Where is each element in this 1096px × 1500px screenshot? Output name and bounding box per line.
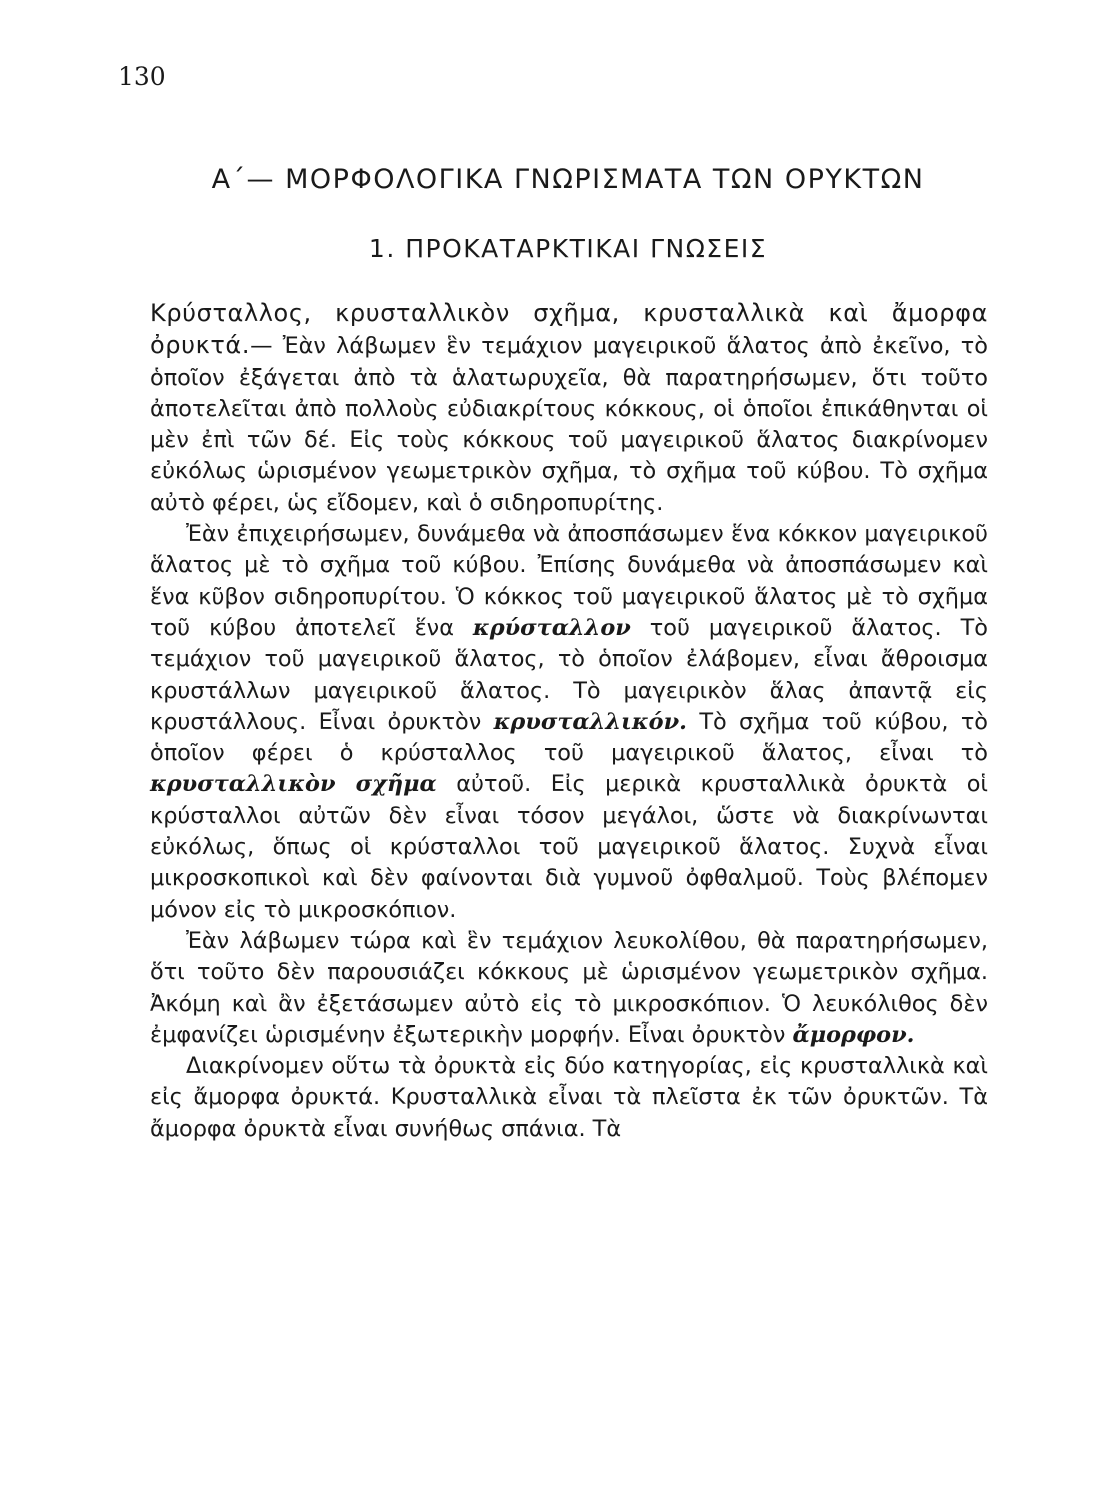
term-krystallikon-schema: κρυσταλλικὸν σχῆμα xyxy=(150,771,437,798)
term-krystallon: κρύσταλλον xyxy=(472,614,631,641)
paragraph-1 xyxy=(150,298,988,519)
paragraph-heading: Κρύσταλλος, κρυσταλλικὸν σχῆμα, κρυσταλλικὰ καὶ ἄμορφα ὀρυκτά. xyxy=(150,299,988,360)
section-title: 1. ΠΡΟΚΑΤΑΡΚΤΙΚΑΙ ΓΝΩΣΕΙΣ xyxy=(368,234,768,263)
paragraph-2-part-3: Τὸ σχῆμα τοῦ κύβου, τὸ ὁποῖον φέρει ὁ κρύσταλλος τοῦ μαγειρικοῦ ἅλατος, εἶναι τὸ xyxy=(150,708,988,767)
paragraph-2-part-2: τοῦ μαγειρικοῦ ἅλατος. Τὸ τεμάχιον τοῦ μαγειρικοῦ ἅλατος, τὸ ὁποῖον ἐλάβομεν, εἶναι ἄθροισμα κρυστάλλων μαγειρικοῦ ἅλατος. Τὸ μαγειρικὸν ἅλας ἀπαντᾷ εἰς κρυστάλλους. Εἶναι ὀρυκτὸν xyxy=(150,614,988,735)
paragraph-2-part-4: αὐτοῦ. Εἰς μερικὰ κρυσταλλικὰ ὀρυκτὰ οἱ κρύσταλλοι αὐτῶν δὲν εἶναι τόσον μεγάλοι, ὥστε νὰ διακρίνωνται εὐκόλως, ὅπως οἱ κρύσταλλοι τοῦ μαγειρικοῦ ἅλατος. Συχνὰ εἶναι μικροσκοπικοὶ καὶ δὲν φαίνονται διὰ γυμνοῦ ὀφθαλμοῦ. Τοὺς βλέπομεν μόνον εἰς τὸ μικροσκόπιον. xyxy=(150,771,988,923)
paragraph-3 xyxy=(150,926,988,1051)
paragraph-1-text: — Ἐὰν λάβωμεν ἓν τεμάχιον μαγειρικοῦ ἅλατος ἀπὸ ἐκεῖνο, τὸ ὁποῖον ἐξάγεται ἀπὸ τὰ ἁλατωρυχεῖα, θὰ παρατηρήσωμεν, ὅτι τοῦτο ἀποτελεῖται ἀπὸ πολλοὺς εὐδιακρίτους κόκκους, οἱ ὁποῖοι ἐπικάθηνται οἱ μὲν ἐπὶ τῶν δέ. Εἰς τοὺς κόκκους τοῦ μαγειρικοῦ ἅλατος διακρίνομεν εὐκόλως ὡρισμένον γεωμετρικὸν σχῆμα, τὸ σχῆμα τοῦ κύβου. Τὸ σχῆμα αὐτὸ φέρει, ὡς εἴδομεν, καὶ ὁ σιδηροπυρίτης. xyxy=(150,333,988,516)
term-krystallikon: κρυσταλλικόν. xyxy=(493,708,687,735)
paragraph-4-text: Διακρίνομεν οὕτω τὰ ὀρυκτὰ εἰς δύο κατηγορίας, εἰς κρυσταλλικὰ καὶ εἰς ἄμορφα ὀρυκτά. Κρυσταλλικὰ εἶναι τὰ πλεῖστα ἐκ τῶν ὀρυκτῶν. Τὰ ἄμορφα ὀρυκτὰ εἶναι συνήθως σπάνια. Τὰ xyxy=(150,1053,988,1142)
paragraph-4 xyxy=(150,1051,988,1145)
body-text xyxy=(150,298,988,1145)
paragraph-3-part-1: Ἐὰν λάβωμεν τώρα καὶ ἓν τεμάχιον λευκολίθου, θὰ παρατηρήσωμεν, ὅτι τοῦτο δὲν παρουσιάζει κόκκους μὲ ὡρισμένον γεωμετρικὸν σχῆμα. Ἀκόμη καὶ ἂν ἐξετάσωμεν αὐτὸ εἰς τὸ μικροσκόπιον. Ὁ λευκόλιθος δὲν ἐμφανίζει ὡρισμένην ἐξωτερικὴν μορφήν. Εἶναι ὀρυκτὸν xyxy=(150,927,988,1048)
term-amorphon: ἄμορφον. xyxy=(792,1021,915,1048)
paragraph-2 xyxy=(150,519,988,926)
page-number: 130 xyxy=(118,62,166,91)
chapter-title: Α΄— ΜΟΡΦΟΛΟΓΙΚΑ ΓΝΩΡΙΣΜΑΤΑ ΤΩΝ ΟΡΥΚΤΩΝ xyxy=(211,164,925,195)
paragraph-2-part-1: Ἐὰν ἐπιχειρήσωμεν, δυνάμεθα νὰ ἀποσπάσωμεν ἕνα κόκκον μαγειρικοῦ ἅλατος μὲ τὸ σχῆμα τοῦ κύβου. Ἐπίσης δυνάμεθα νὰ ἀποσπάσωμεν καὶ ἕνα κῦβον σιδηροπυρίτου. Ὁ κόκκος τοῦ μαγειρικοῦ ἅλατος μὲ τὸ σχῆμα τοῦ κύβου ἀποτελεῖ ἕνα xyxy=(150,521,988,641)
